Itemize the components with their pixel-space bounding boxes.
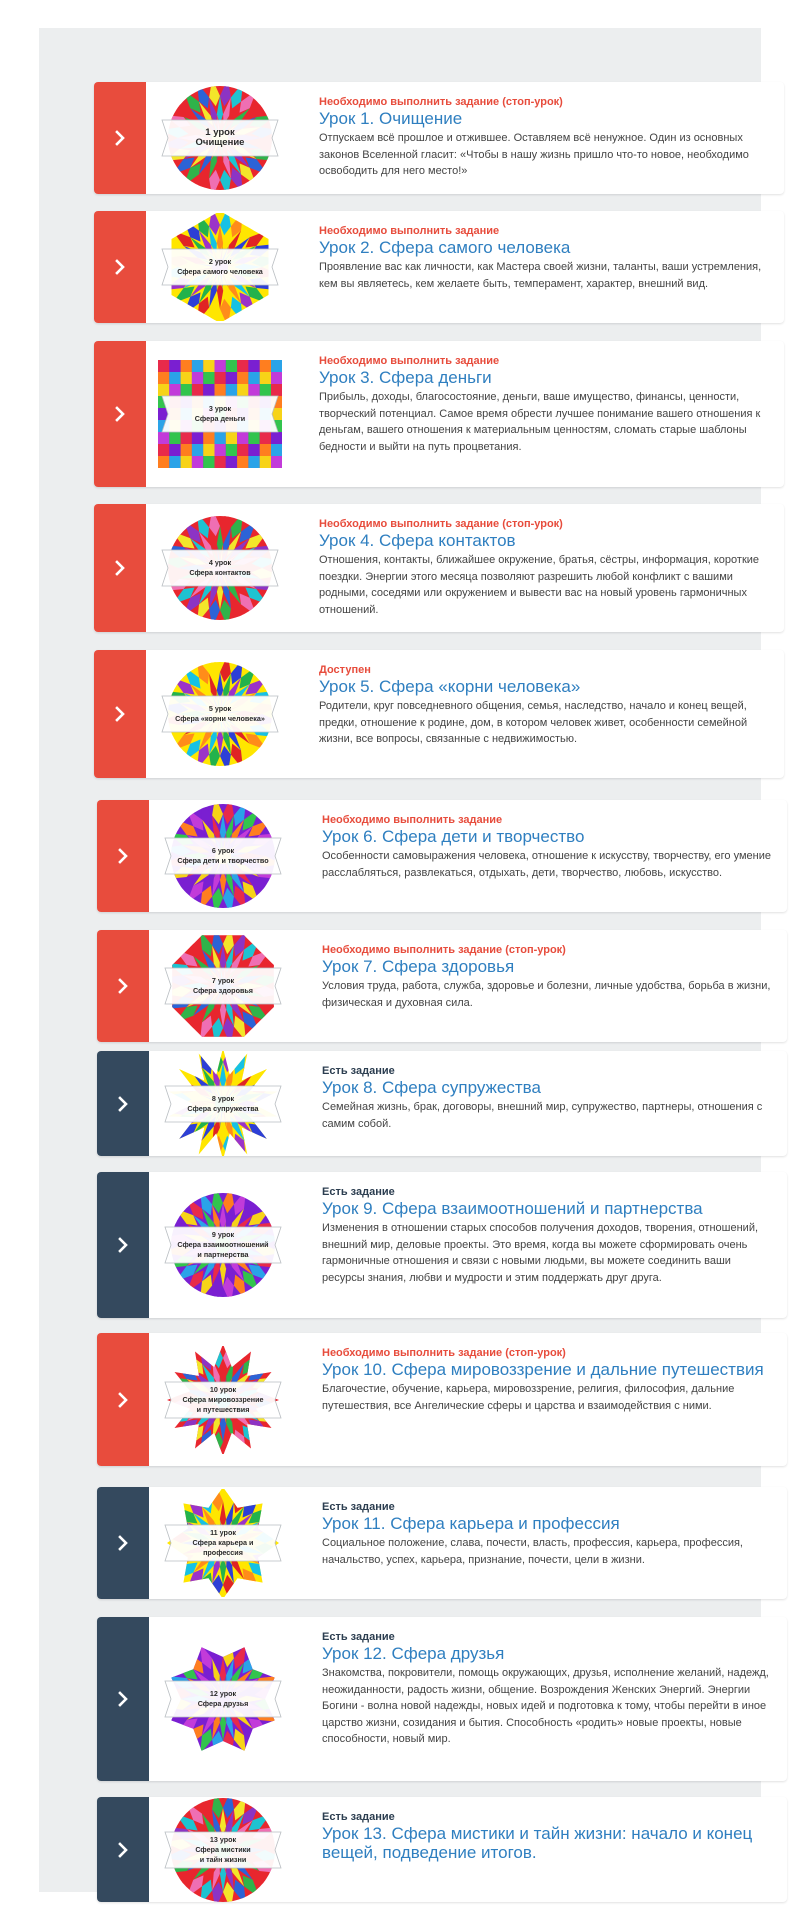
lesson-info	[319, 663, 770, 748]
lesson-info	[322, 813, 773, 881]
lesson-description: Семейная жизнь, брак, договоры, внешний мир, супружество, партнеры, отношения с самим собой.	[322, 1101, 763, 1130]
expand-lesson-button[interactable]	[97, 1487, 149, 1599]
expand-lesson-button[interactable]	[97, 1172, 149, 1318]
lesson-card[interactable]	[97, 930, 787, 1042]
lesson-info	[322, 1064, 773, 1132]
expand-lesson-button[interactable]	[97, 1051, 149, 1156]
lesson-title[interactable]: Урок 7. Сфера здоровья	[322, 957, 515, 976]
lesson-description: Благочестие, обучение, карьера, мировоззрение, религия, философия, дальние путешествия, все Ангелические сферы и царства и взаимодействия с ними.	[322, 1383, 735, 1412]
lesson-status: Необходимо выполнить задание	[319, 355, 500, 367]
chevron-right-icon	[117, 1237, 129, 1253]
expand-lesson-button[interactable]	[97, 930, 149, 1042]
expand-lesson-button[interactable]	[94, 211, 146, 323]
lesson-status: Необходимо выполнить задание (стоп-урок)	[322, 944, 566, 956]
lesson-image-caption: Сфера деньги	[194, 414, 246, 423]
lesson-image[interactable]	[159, 1346, 287, 1454]
lesson-image-caption: Сфера мистики	[195, 1844, 251, 1854]
lesson-image[interactable]	[159, 1051, 287, 1156]
lesson-image[interactable]	[156, 360, 284, 468]
lesson-image-caption: Очищение	[195, 137, 245, 148]
chevron-right-icon	[114, 130, 126, 146]
lesson-image-caption: 3 урок	[208, 404, 232, 413]
expand-lesson-button[interactable]	[94, 82, 146, 194]
lesson-info	[322, 1810, 773, 1864]
lesson-status: Необходимо выполнить задание	[319, 225, 500, 237]
lesson-status: Доступен	[319, 664, 371, 676]
lesson-title[interactable]: Урок 5. Сфера «корни человека»	[319, 677, 581, 696]
lesson-title[interactable]: Урок 6. Сфера дети и творчество	[322, 827, 585, 846]
lesson-status: Необходимо выполнить задание	[322, 814, 503, 826]
lesson-card[interactable]	[94, 82, 784, 194]
chevron-right-icon	[117, 848, 129, 864]
lesson-title[interactable]: Урок 3. Сфера деньги	[319, 368, 492, 387]
lesson-image-caption: 8 урок	[211, 1093, 235, 1103]
lesson-image[interactable]	[159, 1645, 287, 1753]
lesson-description: Отношения, контакты, ближайшее окружение, братья, сёстры, информация, короткие поездки. Энергии этого месяца позволяют разрешить любой конфликт с вашими родными, соседями или окружением и вывести вас на новый уровень гармоничных отношений.	[319, 554, 760, 616]
lesson-image-caption: 6 урок	[211, 846, 235, 855]
lesson-info	[319, 354, 770, 455]
chevron-right-icon	[117, 1691, 129, 1707]
lesson-title[interactable]: Урок 1. Очищение	[319, 109, 463, 128]
lesson-card[interactable]	[97, 1172, 787, 1318]
lesson-description: Социальное положение, слава, почести, власть, профессия, карьера, профессия, начальство, успех, карьера, признание, почести, цели в жизни.	[322, 1537, 743, 1566]
lesson-image[interactable]	[159, 802, 287, 910]
lesson-info	[319, 95, 770, 180]
expand-lesson-button[interactable]	[97, 1797, 149, 1902]
lesson-description: Знакомства, покровители, помощь окружающих, друзья, исполнение желаний, надежд, неожиданности, радость жизни, общение. Возрождения Женских Энергий. Энергии Богини - волна новой надежды, новых идей и подготовка к тому, чтобы перейти в иное царство жизни, созидания и бытия. Способность «родить» новые проекты, новые способности, новый мир.	[322, 1667, 769, 1745]
lesson-image-caption: Сфера мировоззрение	[182, 1394, 264, 1404]
chevron-right-icon	[114, 706, 126, 722]
lesson-image-caption: и партнерства	[197, 1250, 249, 1259]
chevron-right-icon	[114, 259, 126, 275]
lesson-status: Есть задание	[322, 1501, 395, 1513]
lesson-title[interactable]: Урок 8. Сфера супружества	[322, 1078, 541, 1097]
lesson-status: Необходимо выполнить задание (стоп-урок)	[322, 1347, 566, 1359]
lesson-card[interactable]	[94, 341, 784, 487]
lesson-image-caption: и тайн жизни	[199, 1854, 247, 1864]
chevron-right-icon	[114, 560, 126, 576]
lesson-card[interactable]	[97, 1333, 787, 1466]
lesson-image-caption: 4 урок	[208, 558, 232, 567]
lesson-image-caption: Сфера супружества	[187, 1103, 259, 1113]
lesson-image-caption: Сфера карьера и	[192, 1538, 254, 1547]
lesson-info	[322, 1346, 773, 1414]
chevron-right-icon	[117, 978, 129, 994]
lesson-image[interactable]	[159, 1191, 287, 1299]
lesson-info	[322, 943, 773, 1011]
lesson-image-caption: 12 урок	[209, 1689, 237, 1698]
lesson-card[interactable]	[97, 1051, 787, 1156]
lesson-card[interactable]	[97, 1797, 787, 1902]
lesson-status: Есть задание	[322, 1631, 395, 1643]
lesson-image-caption: 10 урок	[209, 1384, 237, 1394]
lesson-image[interactable]	[159, 1797, 287, 1902]
chevron-right-icon	[117, 1842, 129, 1858]
lesson-image[interactable]	[156, 660, 284, 768]
lesson-image-caption: Сфера взаимоотношений	[177, 1240, 269, 1249]
lesson-info	[319, 224, 770, 292]
lesson-card[interactable]	[94, 211, 784, 323]
lesson-image-caption: 2 урок	[208, 257, 232, 266]
lesson-title[interactable]: Урок 9. Сфера взаимоотношений и партнерства	[322, 1199, 703, 1218]
lesson-image-caption: Сфера дети и творчество	[177, 856, 269, 865]
lesson-description: Условия труда, работа, служба, здоровье и болезни, личные удобства, борьба в жизни, физическая и духовная сила.	[322, 980, 771, 1009]
lesson-description: Проявление вас как личности, как Мастера своей жизни, таланты, ваши устремления, кем вы являетесь, кем желаете быть, темперамент, характер, внешний вид.	[319, 261, 762, 290]
lesson-info	[322, 1500, 773, 1568]
lesson-status: Необходимо выполнить задание (стоп-урок)	[319, 96, 563, 108]
expand-lesson-button[interactable]	[94, 650, 146, 778]
lesson-image-caption: 13 урок	[209, 1834, 237, 1844]
lesson-description: Прибыль, доходы, благосостояние, деньги, ваше имущество, финансы, ценности, творческий потенциал. Самое время обрести лучшее понимание вашего отношения к деньгам, вашего отношения к материальным ценностям, сломать старые шаблоны бедности и выйти на путь процветания.	[319, 391, 761, 453]
lesson-image-caption: 7 урок	[211, 976, 235, 985]
lessons-panel	[39, 28, 771, 1892]
lesson-status: Есть задание	[322, 1065, 395, 1077]
lesson-title[interactable]: Урок 2. Сфера самого человека	[319, 238, 571, 257]
lesson-image[interactable]	[159, 932, 287, 1040]
lesson-image[interactable]	[159, 1489, 287, 1597]
lesson-description: Особенности самовыражения человека, отношение к искусству, творчеству, его умение расслабляться, развлекаться, отдыхать, дети, творчество, любовь, искусство.	[322, 850, 771, 879]
lesson-info	[319, 517, 770, 618]
chevron-right-icon	[114, 406, 126, 422]
lesson-card[interactable]	[97, 1617, 787, 1781]
lesson-image-caption: 9 урок	[211, 1230, 235, 1239]
lesson-card[interactable]	[97, 800, 787, 912]
lesson-status: Необходимо выполнить задание (стоп-урок)	[319, 518, 563, 530]
lesson-image-caption: и путешествия	[196, 1404, 250, 1414]
chevron-right-icon	[117, 1535, 129, 1551]
lesson-card[interactable]	[94, 504, 784, 632]
lesson-image[interactable]	[156, 84, 284, 192]
lesson-image-caption: 1 урок	[205, 127, 235, 138]
lesson-status: Есть задание	[322, 1811, 395, 1823]
expand-lesson-button[interactable]	[97, 1333, 149, 1466]
lesson-image-caption: 5 урок	[208, 704, 232, 713]
lesson-image[interactable]	[156, 213, 284, 321]
lesson-description: Отпускаем всё прошлое и отжившее. Оставляем всё ненужное. Один из основных законов Вселенной гласит: «Чтобы в нашу жизнь пришло что-то новое, необходимо освободить для него место!»	[319, 132, 749, 177]
expand-lesson-button[interactable]	[97, 1617, 149, 1781]
lesson-image[interactable]	[156, 514, 284, 622]
chevron-right-icon	[117, 1392, 129, 1408]
lesson-status: Есть задание	[322, 1186, 395, 1198]
lesson-title[interactable]: Урок 12. Сфера друзья	[322, 1644, 505, 1663]
lesson-image-caption: Сфера контактов	[189, 568, 251, 577]
expand-lesson-button[interactable]	[97, 800, 149, 912]
lesson-image-caption: Сфера «корни человека»	[175, 714, 265, 723]
chevron-right-icon	[117, 1096, 129, 1112]
lesson-image-caption: профессия	[203, 1548, 243, 1557]
lesson-card[interactable]	[97, 1487, 787, 1599]
lesson-info	[322, 1630, 773, 1748]
lesson-description: Изменения в отношении старых способов получения доходов, творения, отношений, внешний мир, деловые проекты. Это время, когда вы можете сформировать очень гармоничные отношения и связи с новыми людьми, вы можете соединить ваши ресурсы знания, любви и мудрости и этим поддержать друг друга.	[322, 1222, 759, 1284]
lesson-title[interactable]: Урок 11. Сфера карьера и профессия	[322, 1514, 620, 1533]
lesson-title[interactable]: Урок 10. Сфера мировоззрение и дальние путешествия	[322, 1360, 764, 1379]
lesson-image-caption: Сфера здоровья	[192, 986, 254, 995]
lesson-image-caption: Сфера друзья	[197, 1699, 249, 1708]
expand-lesson-button[interactable]	[94, 341, 146, 487]
lesson-image-caption: Сфера самого человека	[177, 267, 263, 276]
lesson-image-caption: 11 урок	[210, 1528, 236, 1537]
lesson-card[interactable]	[94, 650, 784, 778]
lesson-title[interactable]: Урок 13. Сфера мистики и тайн жизни: начало и конец вещей, подведение итогов.	[322, 1824, 753, 1862]
lesson-description: Родители, круг повседневного общения, семья, наследство, начало и конец вещей, предки, отношение к родине, дом, в котором человек живет, особенности семейной жизни, все вопросы, связанные с недвижимостью.	[319, 700, 748, 745]
expand-lesson-button[interactable]	[94, 504, 146, 632]
lesson-title[interactable]: Урок 4. Сфера контактов	[319, 531, 516, 550]
lesson-info	[322, 1185, 773, 1286]
